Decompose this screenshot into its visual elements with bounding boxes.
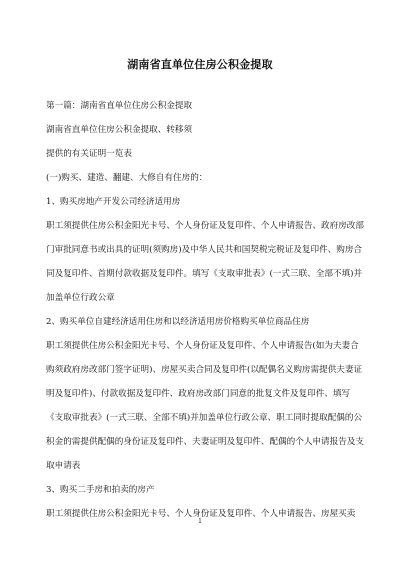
section-heading: 第一篇：湖南省直单位住房公积金提取 [46,101,193,111]
item-heading: 2、购买单位自建经济适用住房和以经济适用房价格购买单位商品住房 [46,317,310,327]
paragraph: 职工须提供住房公积金阳光卡号、个人身份证及复印件、个人申请报告、政府房改部门审批同意书或出具的证明(须购房)及中华人民共和国契税完税证及复印件、购房合同及复印件、首期付款收据及复印件。填写《支取审批表》(一式三联、全部不填)并加盖单位行政公章 [46,221,364,303]
text-line: (一)购买、建造、翻建、大修自有住房的： [46,173,208,183]
item-heading: 3、购买二手房和拍卖的房产 [46,485,155,495]
text-line: 湖南省直单位住房公积金提取、转移须 [46,125,193,135]
document-body [46,94,364,526]
page-number: 1 [198,518,202,525]
text-line: 提供的有关证明一览表 [46,149,132,159]
paragraph: 职工须提供住房公积金阳光卡号、个人身份证及复印件、个人申请报告、房屋买卖 [46,509,356,519]
paragraph: 职工须提供住房公积金阳光卡号、个人身份证及复印件、个人申请报告(如为夫妻合购须政府房改部门签字证明)、房屋买卖合同及复印件(以配偶名义购房需提供夫妻证明及复印件)、付款收据及复印件、政府房改部门同意的批复文件及复印件、填写《支取审批表》(一式三联、全部不填)并加盖单位行政公章、职工同时提取配偶的公积金的需提供配偶的身份证及复印件、夫妻证明及复印件、配偶的个人申请报告及支取申请表 [46,341,364,471]
document-title: 湖南省直单位住房公积金提取 [127,58,273,71]
item-heading: 1、购买房地产开发公司经济适用房 [46,197,181,207]
